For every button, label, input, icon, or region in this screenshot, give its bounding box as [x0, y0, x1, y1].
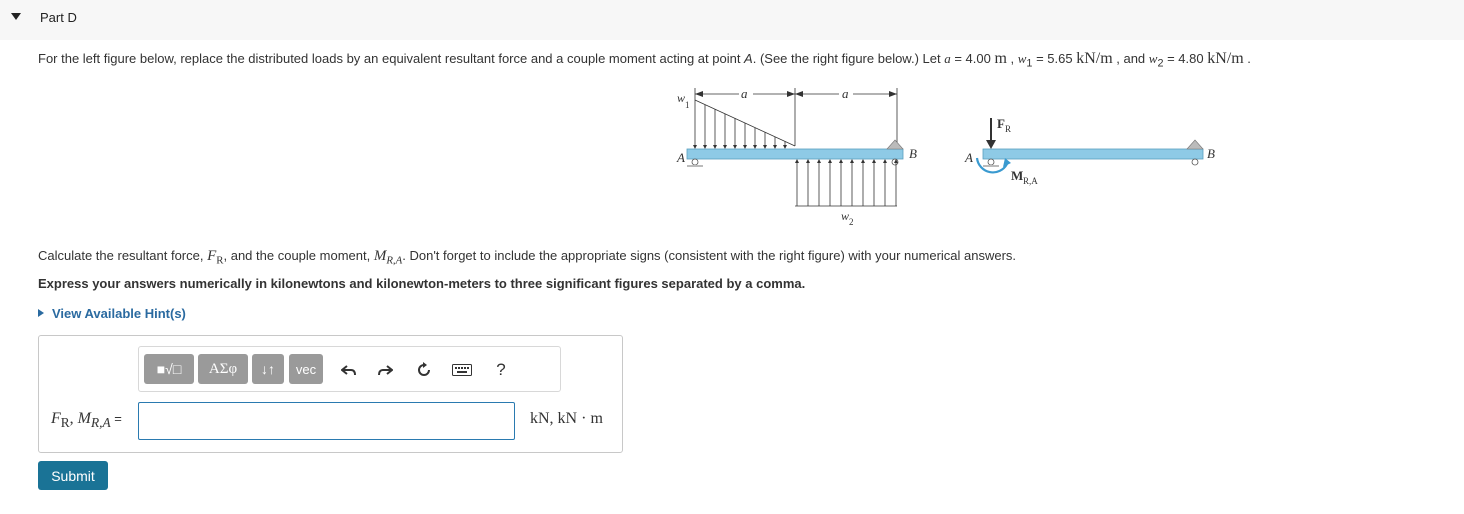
w1-subscript: 1: [1026, 57, 1033, 70]
right-point-a: A: [965, 150, 973, 165]
a-value: = 4.00: [950, 51, 995, 66]
unit-kn-per-m-2: kN/m: [1207, 50, 1244, 67]
instructions-pre: Calculate the resultant force,: [38, 248, 208, 263]
left-figure: [676, 86, 917, 227]
left-point-b: B: [909, 146, 917, 161]
answer-label: [51, 410, 122, 431]
w1-value: = 5.65: [1032, 51, 1077, 66]
problem-end: .: [1243, 51, 1251, 66]
w1-label-sub: 1: [685, 100, 690, 110]
problem-statement: [38, 50, 1251, 70]
dim-a-right: a: [842, 86, 849, 101]
part-header: [0, 0, 1464, 40]
point-a-ref: A: [744, 51, 753, 66]
triangular-load-arrows: [695, 100, 785, 148]
express-answers-note: Express your answers numerically in kilonewtons and kilonewton-meters to three significant figures separated by a comma.: [38, 276, 806, 291]
beam-diagram-svg: [665, 82, 1225, 232]
w2-subscript: 2: [1157, 57, 1164, 70]
arrows-button[interactable]: ↓↑: [252, 354, 284, 384]
sep-and: , and: [1112, 51, 1149, 66]
submit-button[interactable]: Submit: [38, 461, 108, 490]
answer-label-sep: ,: [69, 410, 78, 427]
w2-label: w: [841, 209, 850, 223]
help-button[interactable]: ?: [496, 360, 506, 379]
instructions-post: . Don't forget to include the appropriate signs (consistent with the right figure) with your numerical answers.: [402, 248, 1017, 263]
math-toolbar: [138, 346, 561, 392]
instructions-f-sub: R: [216, 254, 224, 267]
problem-intro: For the left figure below, replace the distributed loads by an equivalent resultant force and a couple moment acting at point: [38, 51, 745, 66]
expand-triangle-icon: [38, 309, 44, 317]
beam-figure: [665, 82, 1225, 232]
fr-label-sub: R: [1005, 124, 1012, 134]
greek-symbols-button[interactable]: ΑΣφ: [198, 354, 248, 384]
w2-symbol: w: [1148, 51, 1158, 66]
answer-label-m-sub: R,A: [91, 415, 111, 431]
answer-input[interactable]: [138, 402, 515, 440]
a-symbol: a: [944, 51, 951, 66]
w1-label: w: [677, 91, 686, 105]
collapse-triangle-icon[interactable]: [11, 13, 21, 20]
templates-button[interactable]: ■√□: [144, 354, 194, 384]
instructions-f: F: [207, 248, 217, 264]
sep-1: ,: [1006, 51, 1018, 66]
instructions: [38, 248, 1016, 267]
problem-mid: . (See the right figure below.) Let: [752, 51, 945, 66]
w2-value: = 4.80: [1163, 51, 1208, 66]
part-title: Part D: [40, 10, 77, 25]
answer-label-f: F: [51, 410, 61, 427]
unit-m: m: [994, 50, 1007, 67]
answer-box: [38, 335, 623, 453]
view-hints-label: View Available Hint(s): [52, 306, 186, 321]
answer-units: kN, kN · m: [530, 410, 603, 427]
right-beam: [983, 149, 1203, 159]
right-point-b: B: [1207, 146, 1215, 161]
unit-kn-per-m-1: kN/m: [1076, 50, 1113, 67]
right-figure: [964, 116, 1215, 186]
answer-label-m: M: [77, 410, 91, 427]
mra-label-sub: R,A: [1023, 176, 1038, 186]
answer-label-eq: =: [110, 411, 122, 426]
left-point-a: A: [677, 150, 685, 165]
instructions-m: M: [373, 248, 387, 264]
reset-icon[interactable]: [411, 357, 437, 383]
answer-label-f-sub: R: [60, 415, 70, 431]
w2-label-sub: 2: [849, 217, 854, 227]
uniform-load-arrows: [797, 160, 896, 206]
resultant-force-arrow-icon: [986, 140, 996, 149]
undo-icon[interactable]: [336, 357, 362, 383]
fr-label: F: [997, 116, 1005, 131]
keyboard-icon[interactable]: [449, 357, 475, 383]
vector-button[interactable]: vec: [289, 354, 323, 384]
mra-label: M: [1011, 168, 1024, 183]
w1-symbol: w: [1017, 51, 1027, 66]
left-beam: [687, 149, 903, 159]
instructions-mid: , and the couple moment,: [223, 248, 374, 263]
dim-a-left: a: [741, 86, 748, 101]
redo-icon[interactable]: [372, 357, 398, 383]
instructions-m-sub: R,A: [386, 254, 403, 267]
view-hints-link[interactable]: [38, 306, 186, 321]
